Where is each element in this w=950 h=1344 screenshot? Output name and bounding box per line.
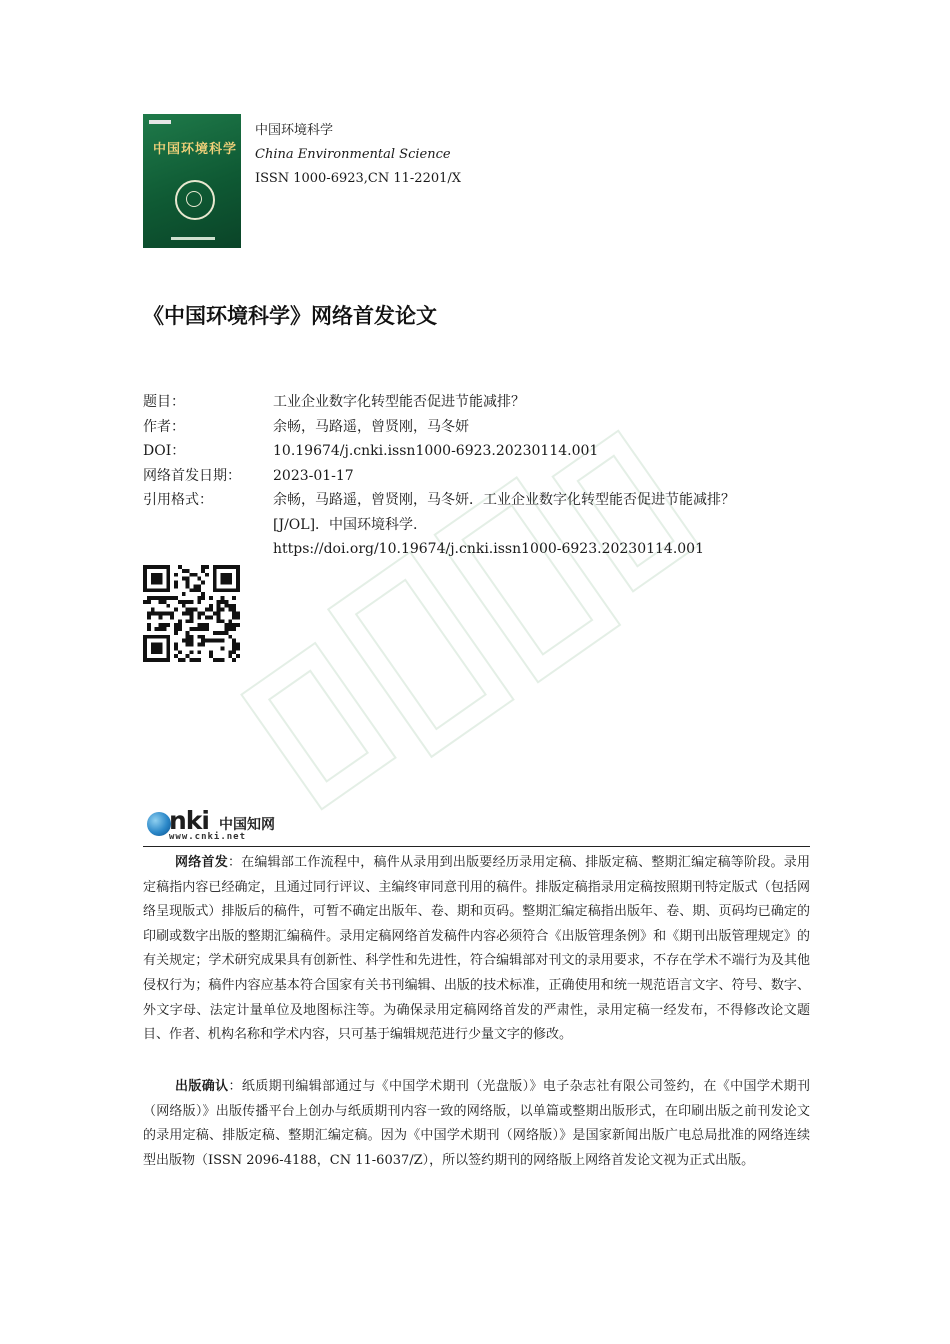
citation-line-2: [J/OL]．中国环境科学.: [273, 516, 418, 533]
meta-label: 题目：: [143, 394, 185, 410]
cover-title: 中国环境科学: [153, 142, 238, 157]
article-title: 工业企业数字化转型能否促进节能减排？: [273, 394, 525, 410]
meta-row-doi: [143, 439, 803, 464]
meta-row-authors: [143, 415, 803, 440]
page-title: 《中国环境科学》网络首发论文: [143, 304, 437, 328]
cnki-logo: [147, 808, 287, 844]
article-doi[interactable]: 10.19674/j.cnki.issn1000-6923.20230114.001: [273, 443, 599, 459]
notice-network-first: [143, 851, 810, 1048]
meta-label: DOI：: [143, 443, 186, 459]
notice-text: ：纸质期刊编辑部通过与《中国学术期刊（光盘版）》电子杂志社有限公司签约，在《中国学术期刊（网络版）》出版传播平台上创办与纸质期刊内容一致的网络版，以单篇或整期出版形式，在印刷出版之前刊发论文的录用定稿、排版定稿、整期汇编定稿。因为《中国学术期刊（网络版）》是国家新闻出版广电总局批准的网络连续型出版物（ISSN 2096-4188，CN 11-6037/Z），所以签约期刊的网络版上网络首发论文视为正式出版。: [143, 1079, 810, 1168]
cnki-logo-cn: 中国知网: [219, 817, 275, 833]
meta-label: 作者：: [143, 418, 185, 435]
cover-top-mark: [149, 120, 171, 124]
cnki-logo-letters: nki: [169, 806, 209, 835]
article-authors: 余畅，马路遥，曾贤刚，马冬妍: [273, 418, 469, 435]
journal-cover-image: [143, 114, 241, 248]
journal-info: [255, 119, 461, 191]
meta-row-title: [143, 390, 803, 415]
notice-text: ：在编辑部工作流程中，稿件从录用到出版要经历录用定稿、排版定稿、整期汇编定稿等阶段。录用定稿指内容已经确定，且通过同行评议、主编终审同意刊用的稿件。排版定稿指录用定稿按照期刊特定版式（包括网络呈现版式）排版后的稿件，可暂不确定出版年、卷、期和页码。整期汇编定稿指出版年、卷、期、页码均已确定的印刷或数字出版的整期汇编稿件。录用定稿网络首发稿件内容必须符合《出版管理条例》和《期刊出版管理规定》的有关规定；学术研究成果具有创新性、科学性和先进性，符合编辑部对刊文的录用要求，不存在学术不端行为及其他侵权行为；稿件内容应基本符合国家有关书刊编辑、出版的技术标准，正确使用和统一规范语言文字、符号、数字、外文字母、法定计量单位及地图标注等。为确保录用定稿网络首发的严肃性，录用定稿一经发布，不得修改论文题目、作者、机构名称和学术内容，只可基于编辑规范进行少量文字的修改。: [143, 855, 810, 1043]
cnki-logo-url: www.cnki.net: [169, 832, 247, 842]
citation: [273, 488, 803, 562]
journal-name-en: China Environmental Science: [255, 147, 451, 162]
qr-code[interactable]: [143, 565, 240, 662]
meta-label: 引用格式：: [143, 492, 213, 508]
meta-row-date: [143, 464, 803, 489]
journal-name-cn: 中国环境科学: [255, 123, 334, 138]
citation-line-1: 余畅，马路遥，曾贤刚，马冬妍．工业企业数字化转型能否促进节能减排？: [273, 492, 735, 508]
meta-row-citation: [143, 488, 803, 562]
citation-doi-link[interactable]: https://doi.org/10.19674/j.cnki.issn1000-6923.20230114.001: [273, 541, 704, 557]
cover-footer-mark: [171, 237, 215, 240]
meta-label: 网络首发日期：: [143, 467, 241, 484]
notice-label: 网络首发: [175, 855, 228, 870]
divider: [143, 846, 810, 847]
publish-date: 2023-01-17: [273, 467, 354, 484]
cnki-globe-icon: [147, 812, 171, 836]
notice-publish-confirm: [143, 1075, 810, 1173]
notice-label: 出版确认: [175, 1079, 229, 1094]
article-meta: [143, 390, 803, 562]
journal-issn: ISSN 1000-6923,CN 11-2201/X: [255, 171, 462, 186]
cover-seal-emblem: [175, 180, 215, 220]
